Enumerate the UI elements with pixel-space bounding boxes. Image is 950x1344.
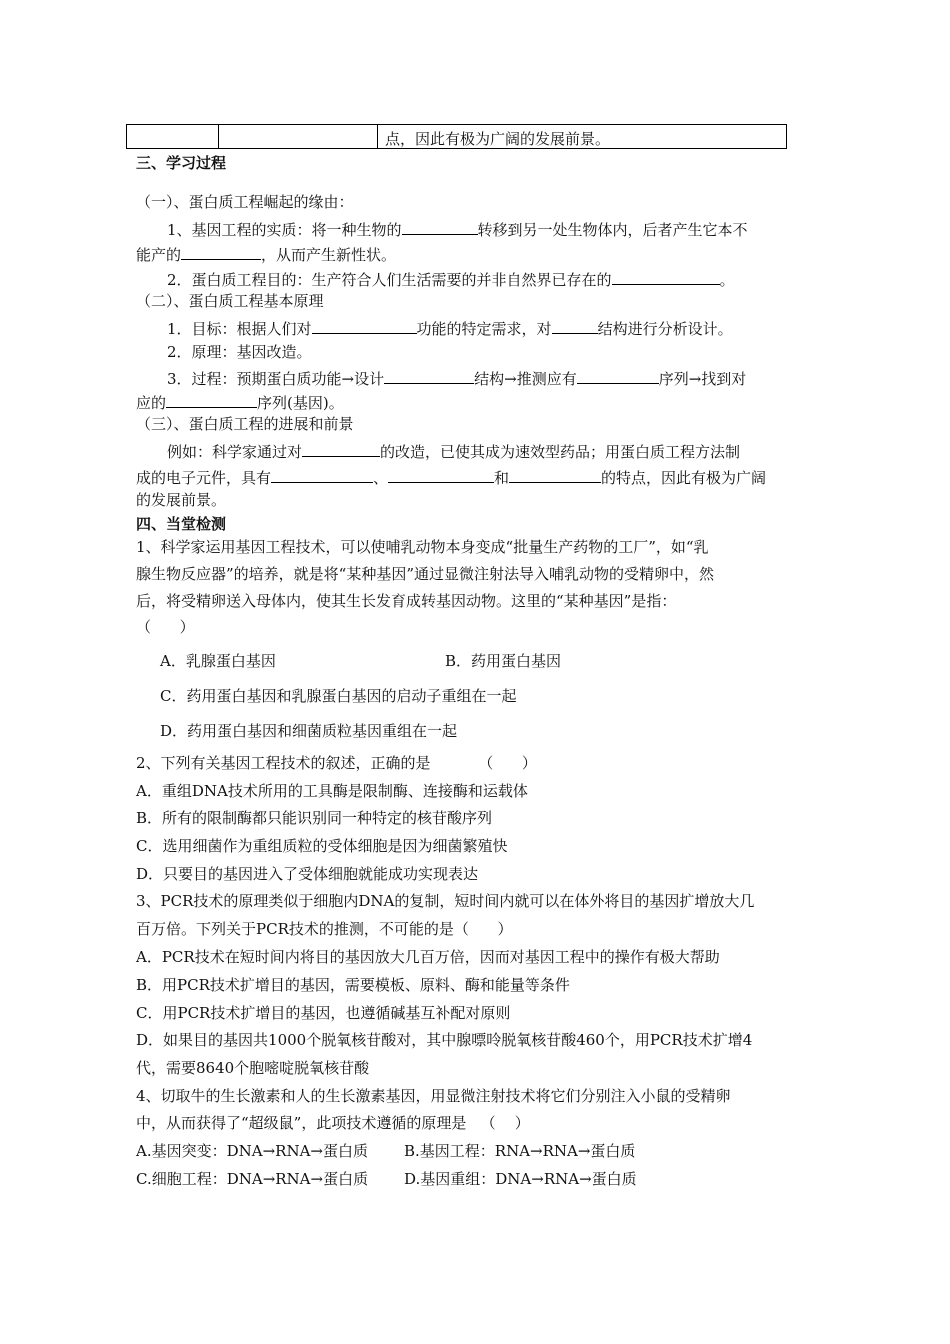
text-line: 2．蛋白质工程目的：生产符合人们生活需要的并非自然界已存在的 。 <box>167 268 735 290</box>
fill-blank[interactable] <box>271 466 373 483</box>
text-line: 的发展前景。 <box>136 491 227 509</box>
fill-blank[interactable] <box>166 391 257 408</box>
question-text: 1、科学家运用基因工程技术，可以使哺乳动物本身变成“批量生产药物的工厂”，如“乳 <box>136 538 709 556</box>
question-text: 中，从而获得了“超级鼠”，此项技术遵循的原理是 （ ） <box>136 1114 530 1132</box>
option-d: D．如果目的基因共1000个脱氧核苷酸对，其中腺嘌呤脱氧核苷酸460个，用PCR技术扩增4 <box>136 1031 753 1049</box>
question-text: 百万倍。下列关于PCR技术的推测，不可能的是（ ） <box>136 920 513 938</box>
fill-blank[interactable] <box>302 440 380 457</box>
fill-blank[interactable] <box>402 218 478 235</box>
question-text: 4、切取牛的生长激素和人的生长激素基因，用显微注射技术将它们分别注入小鼠的受精卵 <box>136 1087 731 1105</box>
option-a: A.基因突变：DNA→RNA→蛋白质 <box>136 1142 368 1160</box>
option-d: D．只要目的基因进入了受体细胞就能成功实现表达 <box>136 865 479 883</box>
option-d-cont: 代，需要8640个胞嘧啶脱氧核苷酸 <box>136 1059 370 1077</box>
subsection-title: （一）、蛋白质工程崛起的缘由： <box>136 193 354 211</box>
option-a: A．PCR技术在短时间内将目的基因放大几百万倍，因而对基因工程中的操作有极大帮助 <box>136 948 720 966</box>
option-a: A．重组DNA技术所用的工具酶是限制酶、连接酶和运载体 <box>136 782 528 800</box>
subsection-title: （三）、蛋白质工程的进展和前景 <box>136 415 354 433</box>
fill-blank[interactable] <box>181 243 261 260</box>
question-text: 后，将受精卵送入母体内，使其生长发育成转基因动物。这里的“某种基因”是指： <box>136 592 677 610</box>
text-line: 成的电子元件，具有 、 和 的特点，因此有极为广阔 <box>136 466 766 488</box>
fill-blank[interactable] <box>384 367 474 384</box>
question-text: 2、下列有关基因工程技术的叙述，正确的是 （ ） <box>136 754 537 772</box>
fill-blank[interactable] <box>509 466 601 483</box>
section-heading: 四、当堂检测 <box>136 515 227 533</box>
subsection-title: （二）、蛋白质工程基本原理 <box>136 292 324 310</box>
fill-blank[interactable] <box>612 268 720 285</box>
table-cell <box>219 125 378 148</box>
option-c: C.细胞工程：DNA→RNA→蛋白质 <box>136 1170 369 1188</box>
fill-blank[interactable] <box>577 367 659 384</box>
fill-blank[interactable] <box>388 466 494 483</box>
table-cell-text: 点，因此有极为广阔的发展前景。 <box>385 130 611 148</box>
section-heading: 三、学习过程 <box>136 154 227 172</box>
option-b: B.基因工程：RNA→RNA→蛋白质 <box>404 1142 636 1160</box>
question-text: 腺生物反应器”的培养，就是将“某种基因”通过显微注射法导入哺乳动物的受精卵中，然 <box>136 565 715 583</box>
option-b: B．药用蛋白基因 <box>445 652 562 670</box>
text-line: 1．目标：根据人们对 功能的特定需求，对 结构进行分析设计。 <box>167 317 733 339</box>
option-c: C．用PCR技术扩增目的基因，也遵循碱基互补配对原则 <box>136 1004 511 1022</box>
text-line: 能产的 ，从而产生新性状。 <box>136 243 396 265</box>
text-line: 2．原理：基因改造。 <box>167 343 312 361</box>
answer-paren: （ ） <box>136 618 195 636</box>
option-c: C．药用蛋白基因和乳腺蛋白基因的启动子重组在一起 <box>160 687 517 705</box>
text-line: 应的 序列(基因)。 <box>136 391 344 413</box>
fill-blank[interactable] <box>552 317 598 334</box>
text-line: 例如：科学家通过对 的改造，已使其成为速效型药品；用蛋白质工程方法制 <box>167 440 740 462</box>
option-d: D．药用蛋白基因和细菌质粒基因重组在一起 <box>160 722 458 740</box>
text-line: 3．过程：预期蛋白质功能→设计 结构→推测应有 序列→找到对 <box>167 367 746 389</box>
question-text: 3、PCR技术的原理类似于细胞内DNA的复制，短时间内就可以在体外将目的基因扩增放大几 <box>136 892 755 910</box>
option-a: A．乳腺蛋白基因 <box>160 652 276 670</box>
option-b: B．用PCR技术扩增目的基因，需要模板、原料、酶和能量等条件 <box>136 976 570 994</box>
option-c: C．选用细菌作为重组质粒的受体细胞是因为细菌繁殖快 <box>136 837 508 855</box>
option-d: D.基因重组：DNA→RNA→蛋白质 <box>404 1170 637 1188</box>
table-row <box>126 124 787 149</box>
option-b: B．所有的限制酶都只能识别同一种特定的核苷酸序列 <box>136 809 493 827</box>
fill-blank[interactable] <box>312 317 417 334</box>
table-cell <box>127 125 219 148</box>
text-line: 1、基因工程的实质：将一种生物的 转移到另一处生物体内，后者产生它本不 <box>167 218 748 240</box>
